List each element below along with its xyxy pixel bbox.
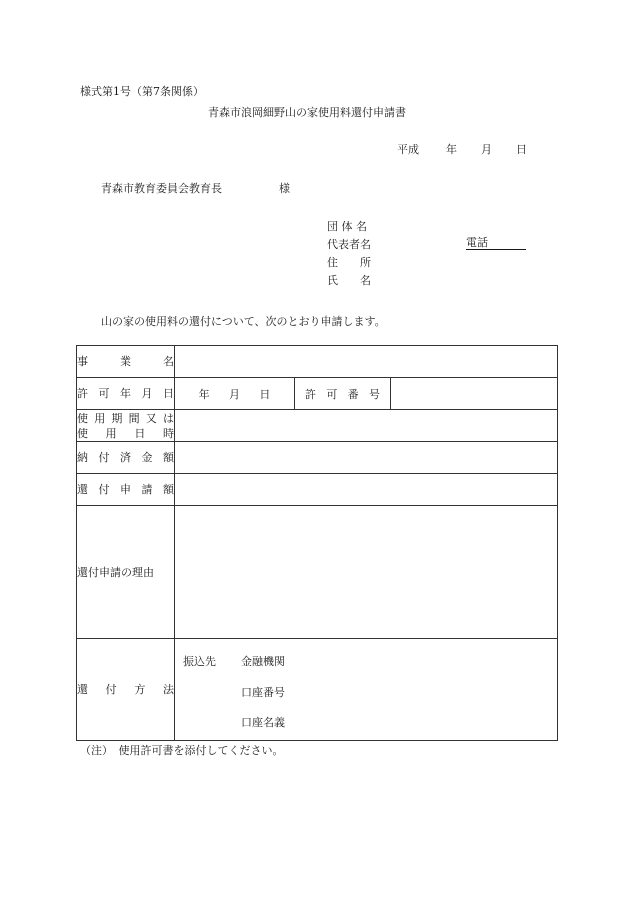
paid-amount-label: 納付済金額 (77, 442, 175, 474)
refund-amount-field[interactable] (175, 474, 558, 506)
account-holder-label: 口座名義 (241, 716, 285, 729)
row-paid-amount (77, 442, 558, 474)
attachment-note: （注） 使用許可書を添付してください。 (80, 744, 284, 757)
permit-year-unit: 年 (198, 387, 210, 401)
usage-period-label-line1: 使用期間又は (77, 411, 174, 425)
date-year-unit: 年 (446, 143, 457, 156)
permit-number-label-cell (295, 378, 391, 410)
row-refund-reason (77, 506, 558, 639)
permit-date-label: 許可年月日 (77, 378, 175, 410)
usage-period-label (77, 410, 175, 442)
permit-day-unit: 日 (259, 387, 271, 401)
form-number: 様式第1号（第7条関係） (80, 85, 204, 98)
date-month-unit: 月 (481, 143, 492, 156)
address-label: 住 所 (327, 256, 371, 269)
date-era: 平成 (397, 143, 419, 156)
date-day-unit: 日 (516, 143, 527, 156)
refund-reason-label: 還付申請の理由 (77, 506, 175, 639)
row-refund-method (77, 639, 558, 741)
addressee-name: 青森市教育委員会教育長 (101, 182, 222, 195)
application-table (76, 345, 558, 741)
paid-amount-field[interactable] (175, 442, 558, 474)
row-refund-amount (77, 474, 558, 506)
org-name-label: 団 体 名 (327, 220, 367, 233)
row-permit (77, 378, 558, 410)
usage-period-label-line2: 使用日時 (77, 426, 174, 440)
representative-label: 代表者名 (327, 238, 371, 251)
usage-period-field[interactable] (175, 410, 558, 442)
refund-method-label: 還付方法 (77, 639, 175, 741)
addressee-honorific: 様 (279, 182, 290, 195)
row-usage-period (77, 410, 558, 442)
intro-text: 山の家の使用料の還付について、次のとおり申請します。 (101, 315, 386, 328)
phone-label: 電話 (466, 236, 526, 250)
permit-number-label: 許可番号 (305, 387, 380, 401)
business-name-label: 事業名 (77, 346, 175, 378)
page-title: 青森市浪岡細野山の家使用料還付申請書 (208, 106, 406, 119)
name-label: 氏 名 (327, 274, 371, 287)
refund-amount-label: 還付申請額 (77, 474, 175, 506)
permit-number-field[interactable] (391, 378, 558, 410)
row-business-name (77, 346, 558, 378)
bank-label: 金融機関 (241, 655, 285, 668)
business-name-field[interactable] (175, 346, 558, 378)
permit-date-field[interactable] (175, 378, 295, 410)
account-number-label: 口座番号 (241, 686, 285, 699)
refund-reason-field[interactable] (175, 506, 558, 639)
transfer-destination-label: 振込先 (183, 655, 216, 668)
refund-method-field[interactable] (175, 639, 558, 741)
permit-month-unit: 月 (228, 387, 240, 401)
